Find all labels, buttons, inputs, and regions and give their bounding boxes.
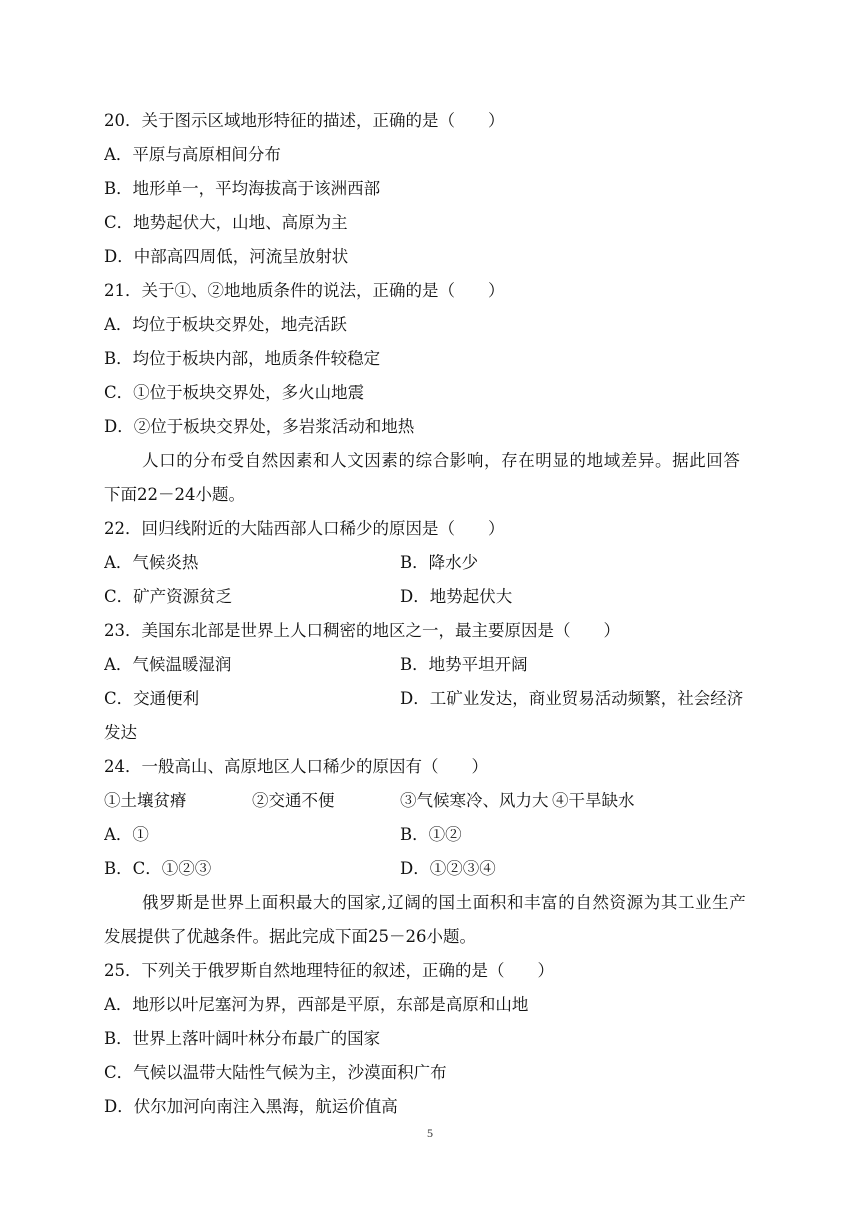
option-b: B．均位于板块内部，地质条件较稳定: [104, 349, 381, 368]
question-stem: 20．关于图示区域地形特征的描述，正确的是（ ）: [104, 111, 505, 130]
option-c: C．地势起伏大，山地、高原为主: [104, 213, 348, 232]
option-c: B．C．①②③: [104, 859, 212, 878]
option-row: [104, 682, 764, 716]
question-21: [104, 274, 764, 444]
passage-line: 下面22－24小题。: [104, 485, 245, 504]
passage-line: 人口的分布受自然因素和人文因素的综合影响，存在明显的地域差异。据此回答: [142, 451, 741, 470]
passage-russia: [104, 886, 764, 954]
option-b: B．地势平坦开阔: [400, 655, 528, 674]
option-row: [104, 648, 764, 682]
option-row: [104, 580, 764, 614]
question-22: [104, 512, 764, 614]
option-d: D．①②③④: [400, 859, 496, 878]
option-a: A．①: [104, 825, 149, 844]
question-stem: 23．美国东北部是世界上人口稠密的地区之一，最主要原因是（ ）: [104, 621, 620, 640]
passage-population: [104, 444, 764, 512]
page-content: [104, 104, 764, 1124]
question-stem: 22．回归线附近的大陆西部人口稀少的原因是（ ）: [104, 519, 505, 538]
question-stem: 25．下列关于俄罗斯自然地理特征的叙述，正确的是（ ）: [104, 961, 554, 980]
option-c: C．交通便利: [104, 689, 200, 708]
option-c: C．气候以温带大陆性气候为主，沙漠面积广布: [104, 1063, 447, 1082]
factor-item: ①土壤贫瘠: [104, 791, 187, 810]
option-b: B．世界上落叶阔叶林分布最广的国家: [104, 1029, 381, 1048]
question-stem: 21．关于①、②地地质条件的说法，正确的是（ ）: [104, 281, 505, 300]
question-23: [104, 614, 764, 750]
option-a: A．气候温暖湿润: [104, 655, 232, 674]
question-24: [104, 750, 764, 886]
option-row: [104, 852, 764, 886]
option-c: C．矿产资源贫乏: [104, 587, 233, 606]
option-d: D．伏尔加河向南注入黑海，航运价值高: [104, 1097, 398, 1116]
factor-row: [104, 784, 764, 818]
factor-item: ④干旱缺水: [552, 791, 635, 810]
question-25: [104, 954, 764, 1124]
question-stem: 24．一般高山、高原地区人口稀少的原因有（ ）: [104, 757, 488, 776]
option-d: D．工矿业发达，商业贸易活动频繁，社会经济: [400, 689, 744, 708]
factor-item: ③气候寒冷、风力大: [400, 791, 549, 810]
option-a: A．气候炎热: [104, 553, 199, 572]
option-a: A．均位于板块交界处，地壳活跃: [104, 315, 347, 334]
factor-item: ②交通不便: [252, 791, 335, 810]
option-b: B．地形单一，平均海拔高于该洲西部: [104, 179, 381, 198]
option-row: [104, 546, 764, 580]
option-d: D．②位于板块交界处，多岩浆活动和地热: [104, 417, 415, 436]
option-d: D．中部高四周低，河流呈放射状: [104, 247, 349, 266]
passage-line: 发展提供了优越条件。据此完成下面25－26小题。: [104, 927, 476, 946]
passage-line: 俄罗斯是世界上面积最大的国家,辽阔的国土面积和丰富的自然资源为其工业生产: [142, 893, 747, 912]
option-row: [104, 818, 764, 852]
question-20: [104, 104, 764, 274]
option-b: B．①②: [400, 825, 462, 844]
option-c: C．①位于板块交界处，多火山地震: [104, 383, 365, 402]
option-a: A．地形以叶尼塞河为界，西部是平原，东部是高原和山地: [104, 995, 529, 1014]
option-d-continuation: 发达: [104, 723, 137, 742]
option-d: D．地势起伏大: [400, 587, 513, 606]
option-b: B．降水少: [400, 553, 479, 572]
option-a: A．平原与高原相间分布: [104, 145, 281, 164]
page-number: 5: [427, 1126, 433, 1140]
